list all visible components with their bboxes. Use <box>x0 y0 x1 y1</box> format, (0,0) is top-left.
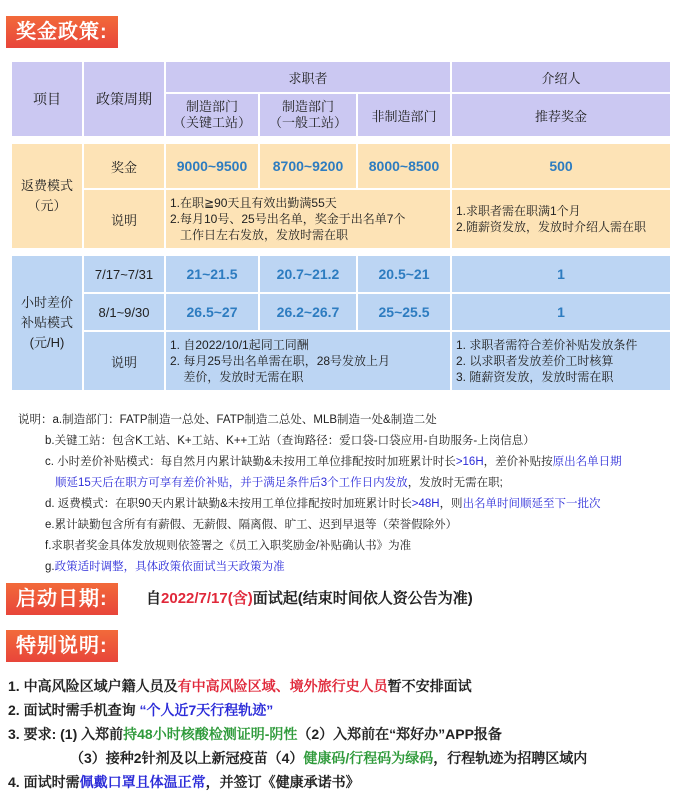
note-a: 说明：a.制造部门：FATP制造一总处、FATP制造二总处、MLB制造一处&制造二处 <box>18 414 437 426</box>
rebate-bonus-label: 奖金 <box>84 144 164 188</box>
note-d: d. 返费模式：在职90天内累计缺勤&未按用工单位排配按时加班累计时长>48H，则出名单时间顺延至下一批次 <box>45 498 601 510</box>
hourly-desc-seeker: 1. 自2022/10/1起同工同酬 2. 每月25号出名单需在职，28号发放上月 差价，发放时无需在职 <box>166 332 450 390</box>
header-seeker: 求职者 <box>166 62 450 92</box>
special-item-1: 1. 中高风险区域户籍人员及有中高风险区域、境外旅行史人员暂不安排面试 <box>8 678 472 694</box>
hourly-mode-label: 小时差价 补贴模式 (元/H) <box>12 256 82 390</box>
policy-notes <box>18 410 622 578</box>
start-date-title: 启动日期: <box>6 583 118 615</box>
header-referral-bonus: 推荐奖金 <box>452 94 670 136</box>
hourly-period: 7/17~7/31 <box>84 256 164 292</box>
bonus-policy-table <box>10 60 672 392</box>
special-item-3: 3. 要求: (1) 入郑前持48小时核酸检测证明-阴性（2）入郑前在“郑好办”APP报备 <box>8 726 502 742</box>
note-e: e.累计缺勤包含所有有薪假、无薪假、隔离假、旷工、迟到早退等（荣誉假除外） <box>45 519 458 531</box>
note-b: b.关键工站：包含K工站、K+工站、K++工站（查询路径：爱口袋-口袋应用-自助服务-上岗信息） <box>45 435 535 447</box>
bonus-policy-title: 奖金政策: <box>6 16 118 48</box>
header-referrer: 介绍人 <box>452 62 670 92</box>
rebate-mode-label: 返费模式 （元） <box>12 144 82 248</box>
note-f: f.求职者奖金具体发放规则依签署之《员工入职奖励金/补贴确认书》为准 <box>45 540 412 552</box>
header-item: 项目 <box>12 62 82 136</box>
hourly-period: 8/1~9/30 <box>84 294 164 330</box>
hourly-desc-label: 说明 <box>84 332 164 390</box>
rebate-desc-seeker: 1.在职≧90天且有效出勤满55天 2.每月10号、25号出名单，奖金于出名单7个 工作日左右发放，发放时需在职 <box>166 190 450 248</box>
hourly-value: 20.5~21 <box>358 256 450 292</box>
header-period: 政策周期 <box>84 62 164 136</box>
hourly-value: 20.7~21.2 <box>260 256 356 292</box>
hourly-value: 1 <box>452 294 670 330</box>
hourly-value: 1 <box>452 256 670 292</box>
special-item-4: 4. 面试时需佩戴口罩且体温正常，并签订《健康承诺书》 <box>8 774 360 790</box>
header-non-mfg: 非制造部门 <box>358 94 450 136</box>
hourly-value: 26.5~27 <box>166 294 258 330</box>
hourly-value: 25~25.5 <box>358 294 450 330</box>
rebate-value: 9000~9500 <box>166 144 258 188</box>
special-notes <box>8 674 587 794</box>
rebate-value: 500 <box>452 144 670 188</box>
note-c-cont: 顺延15天后在职方可享有差价补贴，并于满足条件后3个工作日内发放，发放时无需在职; <box>55 477 503 489</box>
rebate-desc-label: 说明 <box>84 190 164 248</box>
header-mfg-general: 制造部门 （一般工站） <box>260 94 356 136</box>
hourly-value: 26.2~26.7 <box>260 294 356 330</box>
hourly-desc-referrer: 1. 求职者需符合差价补贴发放条件 2. 以求职者发放差价工时核算 3. 随薪资发放，发放时需在职 <box>452 332 670 390</box>
special-notes-title: 特别说明: <box>6 630 118 662</box>
rebate-value: 8700~9200 <box>260 144 356 188</box>
rebate-value: 8000~8500 <box>358 144 450 188</box>
header-mfg-key: 制造部门 （关键工站） <box>166 94 258 136</box>
rebate-desc-referrer: 1.求职者需在职满1个月 2.随薪资发放，发放时介绍人需在职 <box>452 190 670 248</box>
start-date-text: 自2022/7/17(含)面试起(结束时间依人资公告为准) <box>146 590 473 607</box>
hourly-value: 21~21.5 <box>166 256 258 292</box>
note-c: c. 小时差价补贴模式：每自然月内累计缺勤&未按用工单位排配按时加班累计时长>16H，差价补贴按原出名单日期 <box>45 456 622 468</box>
special-item-3-cont: （3）接种2针剂及以上新冠疫苗（4）健康码/行程码为绿码，行程轨迹为招聘区域内 <box>70 750 588 766</box>
special-item-2: 2. 面试时需手机查询 “个人近7天行程轨迹” <box>8 702 274 718</box>
note-g: g.政策适时调整，具体政策依面试当天政策为准 <box>45 561 285 573</box>
